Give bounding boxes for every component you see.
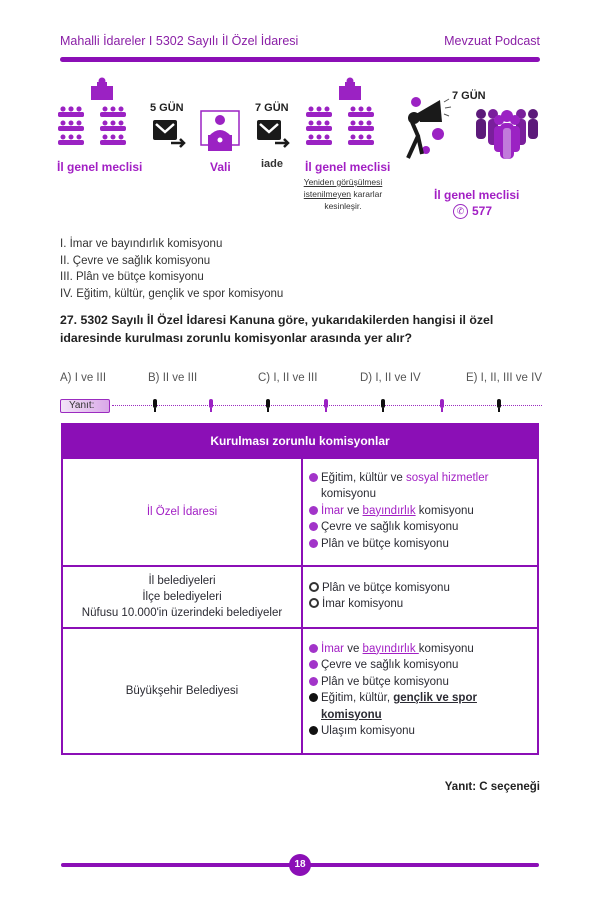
entity-name: İlçe belediyeleri <box>142 591 222 603</box>
entity-name: İl Özel İdaresi <box>146 506 218 518</box>
statement-list <box>60 236 283 302</box>
header-title: Mahalli İdareler I 5302 Sayılı İl Özel İdaresi <box>60 34 299 48</box>
microphone-icon <box>209 399 213 408</box>
arrow2-days: 7 GÜN <box>255 102 289 114</box>
committee-item: Eğitim, kültür, gençlik ve spor <box>309 690 531 707</box>
step2-label: Vali <box>210 160 231 174</box>
crowd-icon <box>473 106 541 160</box>
step4-phone <box>453 204 492 219</box>
final-answer: Yanıt: C seçeneği <box>444 781 540 793</box>
bullet-icon <box>309 539 318 548</box>
committee-item: Plân ve bütçe komisyonu <box>309 674 531 691</box>
bullet-black-icon <box>309 693 318 702</box>
microphone-icon <box>440 399 444 408</box>
statement-item: II. Çevre ve sağlık komisyonu <box>60 254 211 267</box>
answer-reveal-button[interactable]: Yanıt: <box>60 399 110 413</box>
committee-item: Ulaşım komisyonu <box>309 723 531 740</box>
mail-send-icon <box>153 120 187 148</box>
bullet-icon <box>309 644 318 653</box>
mail-send-icon <box>257 120 291 148</box>
governor-podium-icon <box>200 110 240 152</box>
committee-item-continued: komisyonu <box>321 488 376 501</box>
arrow1-days: 5 GÜN <box>150 102 184 114</box>
bullet-icon <box>309 522 318 531</box>
arrow2-label: iade <box>261 158 284 170</box>
entity-cell <box>62 566 302 628</box>
committee-item-continued: komisyonu <box>321 708 382 721</box>
committee-item: Plân ve bütçe komisyonu <box>309 580 531 597</box>
bullet-black-icon <box>309 726 318 735</box>
assembly-icon <box>57 76 147 156</box>
microphone-icon <box>381 399 385 408</box>
assembly-icon <box>305 76 395 156</box>
bullet-icon <box>309 677 318 686</box>
committee-item: Plân ve bütçe komisyonu <box>309 536 531 553</box>
table-title: Kurulması zorunlu komisyonlar <box>62 424 538 458</box>
entity-name: Büyükşehir Belediyesi <box>125 685 239 697</box>
step3-label: İl genel meclisi <box>305 160 391 174</box>
table-row <box>62 458 538 566</box>
committee-item: Çevre ve sağlık komisyonu <box>309 657 531 674</box>
step3-note-underlined: Yeniden görüşülmesi istenilmeyen <box>303 177 383 199</box>
committees-cell <box>302 628 538 754</box>
statement-item: I. İmar ve bayındırlık komisyonu <box>60 238 223 250</box>
question-text: 27. 5302 Sayılı İl Özel İdaresi Kanuna göre, yukarıdakilerden hangisi il özel idaresinde kurulması zorunlu komisyonlar arasında yer alır? <box>60 313 494 345</box>
step4-label: İl genel meclisi <box>434 188 520 202</box>
microphone-icon <box>497 399 501 408</box>
committees-cell <box>302 458 538 566</box>
bullet-ring-icon <box>309 582 319 592</box>
table-row <box>62 628 538 754</box>
bullet-icon <box>309 506 318 515</box>
process-infographic <box>55 70 545 230</box>
statement-item: IV. Eğitim, kültür, gençlik ve spor komisyonu <box>60 287 284 300</box>
step1-label: İl genel meclisi <box>57 160 143 174</box>
answer-options <box>60 372 542 388</box>
bullet-icon <box>309 660 318 669</box>
step4-number: 577 <box>472 204 493 218</box>
option-e[interactable]: E) I, II, III ve IV <box>465 372 542 384</box>
entity-cell <box>62 628 302 754</box>
megaphone-days: 7 GÜN <box>452 90 486 102</box>
header-divider <box>60 57 540 62</box>
bullet-ring-icon <box>309 598 319 608</box>
entity-cell <box>62 458 302 566</box>
committees-table <box>61 423 539 755</box>
option-d[interactable]: D) I, II ve IV <box>360 372 421 384</box>
megaphone-icon <box>400 92 462 160</box>
committee-item: Eğitim, kültür ve sosyal hizmetler <box>309 470 531 487</box>
committees-cell <box>302 566 538 628</box>
step3-note <box>295 176 391 212</box>
committee-item: Çevre ve sağlık komisyonu <box>309 519 531 536</box>
committee-item: İmar ve bayındırlık komisyonu <box>309 503 531 520</box>
page-number: 18 <box>289 854 311 876</box>
statement-item: III. Plân ve bütçe komisyonu <box>60 271 204 283</box>
option-b[interactable]: B) II ve III <box>148 372 198 384</box>
microphone-icon <box>266 399 270 408</box>
entity-name: Nüfusu 10.000'in üzerindeki belediyeler <box>81 607 283 619</box>
bullet-icon <box>309 473 318 482</box>
option-c[interactable]: C) I, II ve III <box>258 372 318 384</box>
table-row <box>62 566 538 628</box>
microphone-icon <box>324 399 328 408</box>
microphone-icon <box>153 399 157 408</box>
page-header <box>60 34 540 50</box>
header-brand: Mevzuat Podcast <box>444 34 540 48</box>
step3-note-rest: kararlar kesinleşir. <box>324 189 383 211</box>
answer-reveal-line <box>60 397 542 413</box>
entity-name: İl belediyeleri <box>148 575 216 587</box>
option-a[interactable]: A) I ve III <box>60 372 107 384</box>
committee-item: İmar komisyonu <box>309 596 531 613</box>
phone-icon: ✆ <box>453 204 468 219</box>
committee-item: İmar ve bayındırlık komisyonu <box>309 641 531 658</box>
